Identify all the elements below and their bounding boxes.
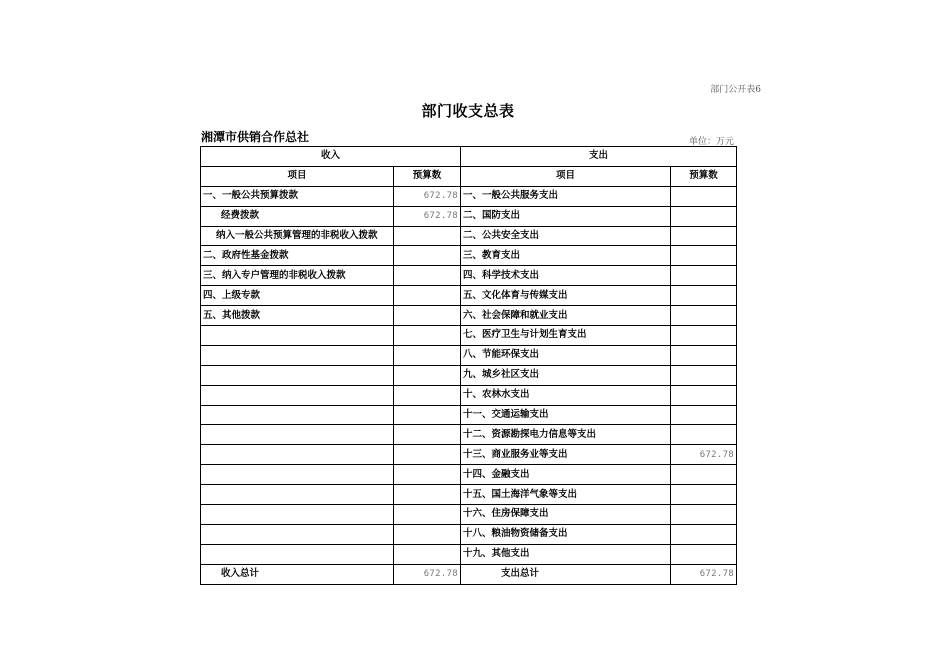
expense-budget-cell bbox=[671, 306, 737, 326]
income-item-cell bbox=[201, 524, 394, 544]
expense-budget-cell bbox=[671, 226, 737, 246]
expense-item-cell: 二、公共安全支出 bbox=[461, 226, 671, 246]
income-budget-cell bbox=[394, 365, 461, 385]
expense-budget-cell bbox=[671, 206, 737, 226]
table-row bbox=[201, 266, 737, 286]
table-row bbox=[201, 226, 737, 246]
income-item-cell: 五、其他拨款 bbox=[201, 306, 394, 326]
income-item-cell: 纳入一般公共预算管理的非税收入拨款 bbox=[201, 226, 394, 246]
income-item-header: 项目 bbox=[201, 166, 394, 186]
expense-item-cell: 二、国防支出 bbox=[461, 206, 671, 226]
income-budget-cell bbox=[394, 326, 461, 346]
expense-item-header: 项目 bbox=[461, 166, 671, 186]
table-row bbox=[201, 405, 737, 425]
income-item-cell: 一、一般公共预算拨款 bbox=[201, 186, 394, 206]
expense-budget-cell bbox=[671, 385, 737, 405]
table-row bbox=[201, 186, 737, 206]
expense-budget-cell bbox=[671, 505, 737, 525]
budget-summary-table bbox=[200, 146, 737, 585]
income-item-cell bbox=[201, 485, 394, 505]
expense-budget-header: 预算数 bbox=[671, 166, 737, 186]
income-budget-header: 预算数 bbox=[394, 166, 461, 186]
income-item-cell bbox=[201, 326, 394, 346]
income-item-cell: 三、纳入专户管理的非税收入拨款 bbox=[201, 266, 394, 286]
income-budget-cell bbox=[394, 505, 461, 525]
expense-budget-cell bbox=[671, 286, 737, 306]
expense-total-value: 672.78 bbox=[671, 564, 737, 584]
expense-budget-cell bbox=[671, 326, 737, 346]
expense-item-cell: 三、教育支出 bbox=[461, 246, 671, 266]
expense-item-cell: 七、医疗卫生与计划生育支出 bbox=[461, 326, 671, 346]
expense-budget-cell bbox=[671, 266, 737, 286]
income-total-label: 收入总计 bbox=[201, 564, 394, 584]
expense-budget-cell bbox=[671, 246, 737, 266]
expense-budget-cell bbox=[671, 365, 737, 385]
income-item-cell bbox=[201, 465, 394, 485]
income-item-cell bbox=[201, 365, 394, 385]
income-item-cell: 二、政府性基金拨款 bbox=[201, 246, 394, 266]
expense-item-cell: 十八、粮油物资储备支出 bbox=[461, 524, 671, 544]
income-item-cell bbox=[201, 505, 394, 525]
expense-budget-cell bbox=[671, 405, 737, 425]
table-row bbox=[201, 326, 737, 346]
table-row bbox=[201, 246, 737, 266]
expense-total-label: 支出总计 bbox=[461, 564, 671, 584]
income-item-cell bbox=[201, 345, 394, 365]
income-budget-cell bbox=[394, 226, 461, 246]
expense-item-cell: 十九、其他支出 bbox=[461, 544, 671, 564]
income-item-cell bbox=[201, 544, 394, 564]
expense-item-cell: 四、科学技术支出 bbox=[461, 266, 671, 286]
income-budget-cell: 672.78 bbox=[394, 186, 461, 206]
expense-item-cell: 十三、商业服务业等支出 bbox=[461, 445, 671, 465]
expense-item-cell: 一、一般公共服务支出 bbox=[461, 186, 671, 206]
page-title: 部门收支总表 bbox=[421, 102, 515, 120]
unit-label: 单位：万元 bbox=[688, 137, 734, 147]
table-row bbox=[201, 465, 737, 485]
income-item-cell bbox=[201, 445, 394, 465]
table-row bbox=[201, 524, 737, 544]
table-row bbox=[201, 306, 737, 326]
expense-item-cell: 十一、交通运输支出 bbox=[461, 405, 671, 425]
table-row bbox=[201, 544, 737, 564]
income-budget-cell bbox=[394, 286, 461, 306]
income-item-cell bbox=[201, 385, 394, 405]
table-row bbox=[201, 445, 737, 465]
income-budget-cell bbox=[394, 246, 461, 266]
section-header-row bbox=[201, 147, 737, 167]
income-budget-cell: 672.78 bbox=[394, 206, 461, 226]
expense-item-cell: 五、文化体育与传媒支出 bbox=[461, 286, 671, 306]
table-row bbox=[201, 425, 737, 445]
income-section-header: 收入 bbox=[201, 147, 461, 167]
expense-section-header: 支出 bbox=[461, 147, 737, 167]
expense-item-cell: 十五、国土海洋气象等支出 bbox=[461, 485, 671, 505]
table-row bbox=[201, 286, 737, 306]
income-budget-cell bbox=[394, 345, 461, 365]
expense-item-cell: 十四、金融支出 bbox=[461, 465, 671, 485]
expense-budget-cell: 672.78 bbox=[671, 445, 737, 465]
income-total-value: 672.78 bbox=[394, 564, 461, 584]
income-item-cell bbox=[201, 425, 394, 445]
income-budget-cell bbox=[394, 524, 461, 544]
expense-budget-cell bbox=[671, 544, 737, 564]
income-budget-cell bbox=[394, 465, 461, 485]
income-budget-cell bbox=[394, 385, 461, 405]
expense-item-cell: 八、节能环保支出 bbox=[461, 345, 671, 365]
expense-budget-cell bbox=[671, 425, 737, 445]
organization-name: 湘潭市供销合作总社 bbox=[201, 130, 310, 144]
table-row bbox=[201, 345, 737, 365]
expense-budget-cell bbox=[671, 465, 737, 485]
expense-item-cell: 十六、住房保障支出 bbox=[461, 505, 671, 525]
income-budget-cell bbox=[394, 544, 461, 564]
expense-budget-cell bbox=[671, 186, 737, 206]
income-budget-cell bbox=[394, 266, 461, 286]
totals-row bbox=[201, 564, 737, 584]
expense-budget-cell bbox=[671, 345, 737, 365]
income-item-cell: 四、上级专款 bbox=[201, 286, 394, 306]
form-number: 部门公开表6 bbox=[710, 85, 761, 95]
income-budget-cell bbox=[394, 425, 461, 445]
income-budget-cell bbox=[394, 405, 461, 425]
table-row bbox=[201, 485, 737, 505]
expense-item-cell: 六、社会保障和就业支出 bbox=[461, 306, 671, 326]
income-budget-cell bbox=[394, 306, 461, 326]
expense-item-cell: 九、城乡社区支出 bbox=[461, 365, 671, 385]
column-header-row bbox=[201, 166, 737, 186]
expense-budget-cell bbox=[671, 524, 737, 544]
income-item-cell: 经费拨款 bbox=[201, 206, 394, 226]
expense-budget-cell bbox=[671, 485, 737, 505]
income-item-cell bbox=[201, 405, 394, 425]
table-row bbox=[201, 365, 737, 385]
expense-item-cell: 十、农林水支出 bbox=[461, 385, 671, 405]
table-row bbox=[201, 385, 737, 405]
table-row bbox=[201, 206, 737, 226]
income-budget-cell bbox=[394, 485, 461, 505]
expense-item-cell: 十二、资源勘探电力信息等支出 bbox=[461, 425, 671, 445]
table-row bbox=[201, 505, 737, 525]
income-budget-cell bbox=[394, 445, 461, 465]
